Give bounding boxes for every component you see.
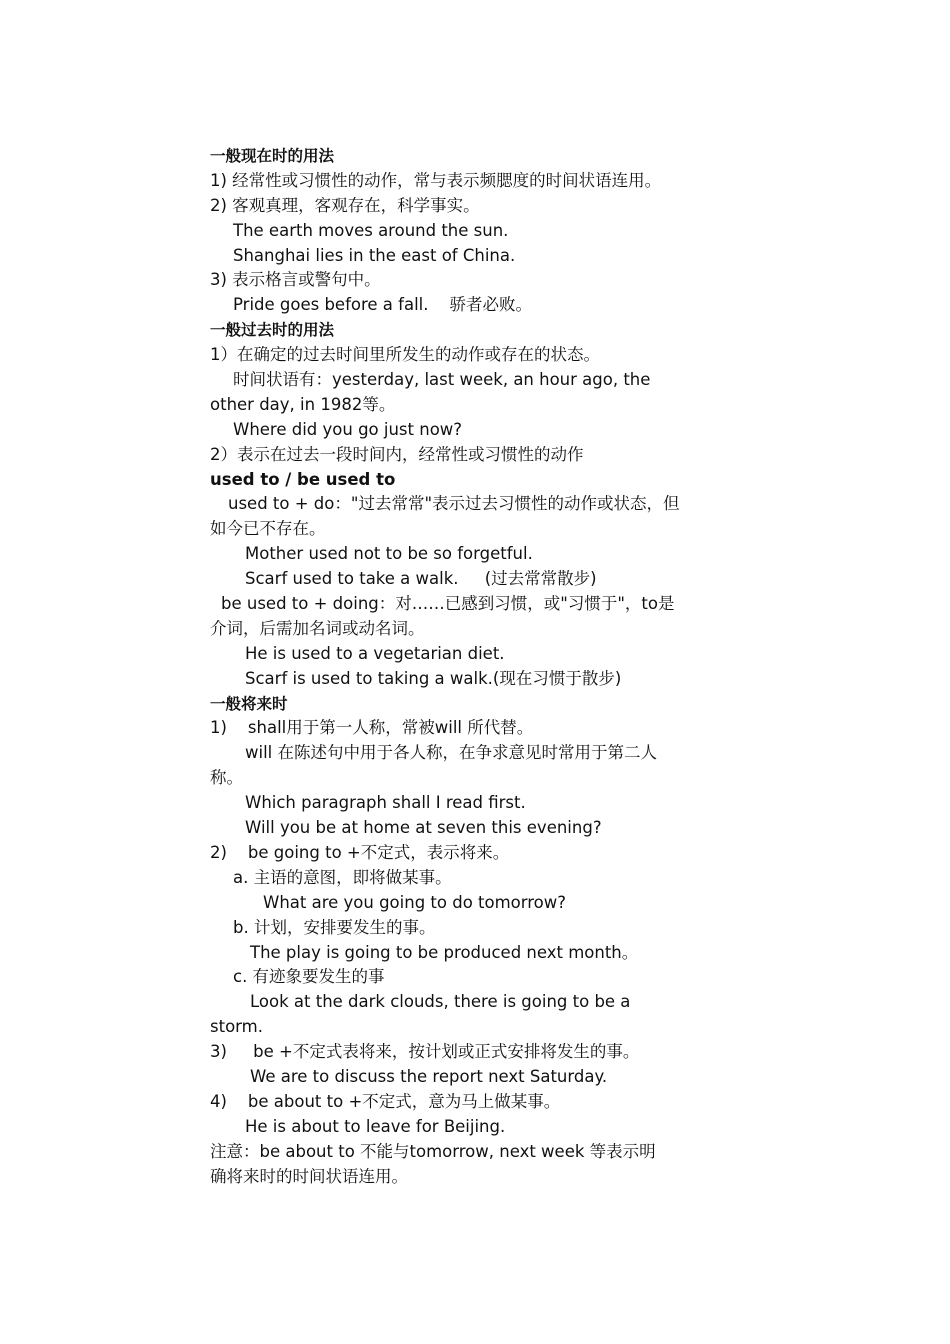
text-line: 3) 表示格言或警句中。 — [210, 270, 381, 290]
text-line: Mother used not to be so forgetful. — [245, 544, 533, 564]
text-line: Scarf is used to taking a walk.(现在习惯于散步) — [245, 668, 622, 688]
text-line: 1）在确定的过去时间里所发生的动作或存在的状态。 — [210, 345, 600, 365]
text-line: c. 有迹象要发生的事 — [233, 967, 385, 987]
text-line: Shanghai lies in the east of China. — [233, 245, 516, 265]
text-line: Pride goes before a fall. 骄者必败。 — [233, 295, 532, 315]
text-line: be used to + doing：对……已感到习惯，或"习惯于"，to是 — [221, 594, 675, 614]
text-line: Will you be at home at seven this evening? — [245, 818, 602, 838]
text-line: will 在陈述句中用于各人称，在争求意见时常用于第二人 — [245, 743, 657, 763]
text-line: 称。 — [210, 768, 243, 788]
text-line: The play is going to be produced next month。 — [250, 942, 639, 962]
text-line: Scarf used to take a walk. (过去常常散步) — [245, 569, 597, 589]
text-line: 4) be about to +不定式，意为马上做某事。 — [210, 1091, 561, 1111]
bold-heading: used to / be used to — [210, 469, 396, 489]
section-heading: 一般现在时的用法 — [210, 147, 335, 165]
text-line: 确将来时的时间状语连用。 — [210, 1166, 408, 1186]
text-line: He is used to a vegetarian diet. — [245, 643, 505, 663]
text-line: 注意：be about to 不能与tomorrow, next week 等表示明 — [210, 1141, 656, 1161]
text-line: 1) shall用于第一人称，常被will 所代替。 — [210, 718, 534, 738]
text-line: other day, in 1982等。 — [210, 394, 396, 414]
text-line: 1) 经常性或习惯性的动作，常与表示频腮度的时间状语连用。 — [210, 170, 662, 190]
text-line: 介词，后需加名词或动名词。 — [210, 618, 425, 638]
text-line: 2）表示在过去一段时间内，经常性或习惯性的动作 — [210, 444, 584, 464]
text-line: 2) be going to +不定式，表示将来。 — [210, 842, 510, 862]
text-line: The earth moves around the sun. — [233, 220, 509, 240]
text-line: a. 主语的意图，即将做某事。 — [233, 867, 452, 887]
text-line: We are to discuss the report next Saturday. — [250, 1066, 608, 1086]
text-line: 3) be +不定式表将来，按计划或正式安排将发生的事。 — [210, 1042, 640, 1062]
section-heading: 一般过去时的用法 — [210, 321, 335, 340]
document-body — [210, 144, 710, 1189]
text-line: What are you going to do tomorrow? — [263, 892, 567, 912]
text-line: 2) 客观真理，客观存在，科学事实。 — [210, 195, 480, 215]
text-line: Look at the dark clouds, there is going to be a — [250, 992, 631, 1012]
text-line: b. 计划，安排要发生的事。 — [233, 917, 436, 937]
text-line: 时间状语有：yesterday, last week, an hour ago, the — [233, 370, 651, 390]
text-line: storm. — [210, 1017, 263, 1037]
text-line: Where did you go just now? — [233, 419, 463, 439]
text-line: used to + do："过去常常"表示过去习惯性的动作或状态，但 — [228, 494, 680, 514]
text-line: He is about to leave for Beijing. — [245, 1116, 506, 1136]
text-line: 如今已不存在。 — [210, 519, 326, 539]
section-heading: 一般将来时 — [210, 694, 288, 713]
text-line: Which paragraph shall I read first. — [245, 793, 526, 813]
